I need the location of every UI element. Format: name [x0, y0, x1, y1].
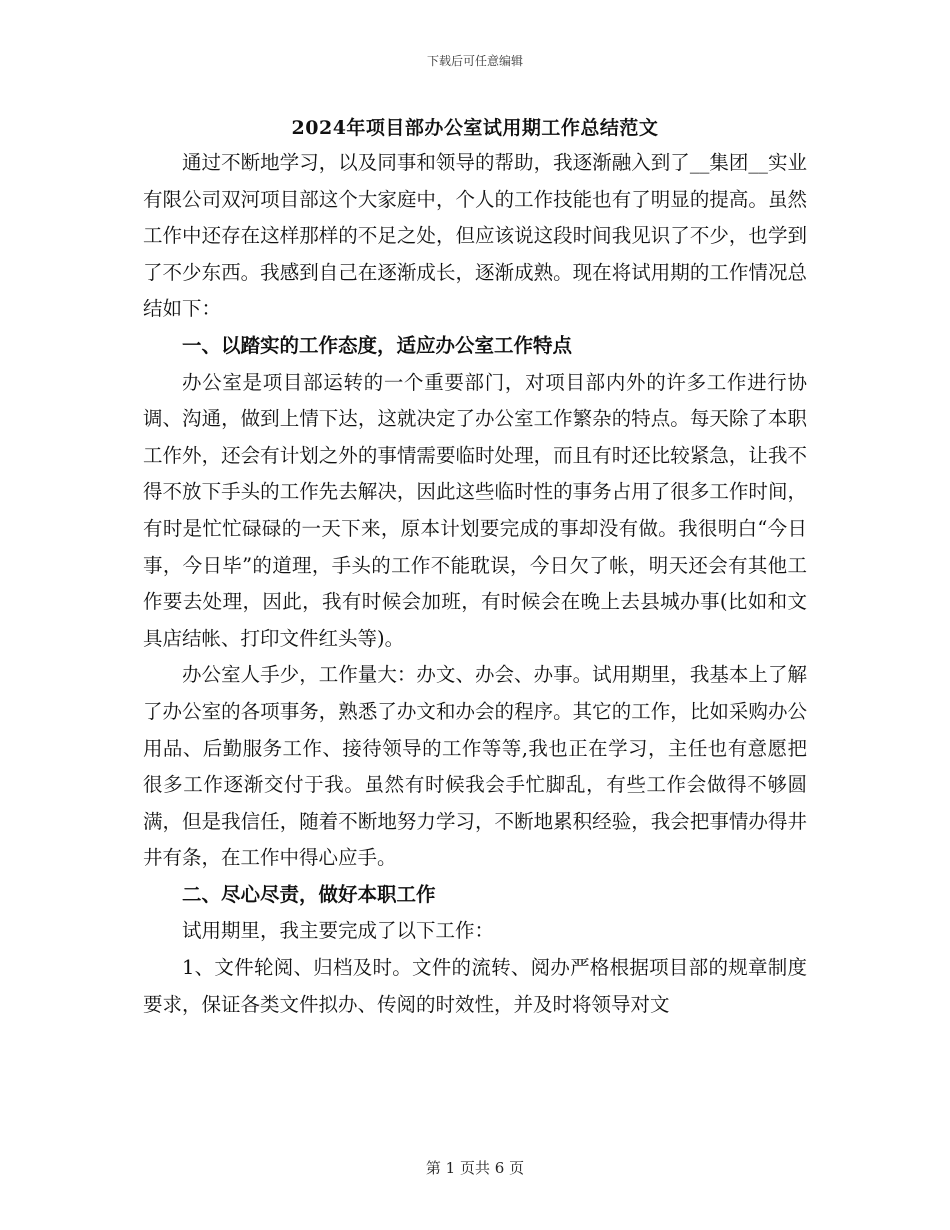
body-paragraph: 办公室人手少，工作量大：办文、办会、办事。试用期里，我基本上了解了办公室的各项事务，熟悉了办文和办会的程序。其它的工作，比如采购办公用品、后勤服务工作、接待领导的工作等等,我也正在学习，主任也有意愿把很多工作逐渐交付于我。虽然有时候我会手忙脚乱，有些工作会做得不够圆满，但是我信任，随着不断地努力学习，不断地累积经验，我会把事情办得井井有条，在工作中得心应手。 [143, 663, 807, 870]
document-title: 2024年项目部办公室试用期工作总结范文 [291, 117, 659, 139]
page-number: 第 1 页共 6 页 [425, 1159, 525, 1177]
body-paragraph: 通过不断地学习，以及同事和领导的帮助，我逐渐融入到了__集团__实业有限公司双河项目部这个大家庭中，个人的工作技能也有了明显的提高。虽然工作中还存在这样那样的不足之处，但应该说这段时间我见识了不少，也学到了不少东西。我感到自己在逐渐成长，逐渐成熟。现在将试用期的工作情况总结如下： [143, 151, 807, 321]
body-paragraph: 办公室是项目部运转的一个重要部门，对项目部内外的许多工作进行协调、沟通，做到上情下达，这就决定了办公室工作繁杂的特点。每天除了本职工作外，还会有计划之外的事情需要临时处理，而且有时还比较紧急，让我不得不放下手头的工作先去解决，因此这些临时性的事务占用了很多工作时间，有时是忙忙碌碌的一天下来，原本计划要完成的事却没有做。我很明白“今日事，今日毕”的道理，手头的工作不能耽误，今日欠了帐，明天还会有其他工作要去处理，因此，我有时候会加班，有时候会在晚上去县城办事(比如和文具店结帐、打印文件红头等)。 [143, 370, 807, 650]
header-note: 下载后可任意编辑 [426, 54, 523, 68]
body-paragraph: 试用期里，我主要完成了以下工作： [182, 919, 495, 943]
body-paragraph: 1、文件轮阅、归档及时。文件的流转、阅办严格根据项目部的规章制度要求，保证各类文件拟办、传阅的时效性，并及时将领导对文 [143, 956, 807, 1016]
section-heading: 一、以踏实的工作态度，适应办公室工作特点 [182, 333, 573, 357]
section-heading: 二、尽心尽责，做好本职工作 [182, 882, 436, 906]
document-body [143, 145, 807, 1023]
